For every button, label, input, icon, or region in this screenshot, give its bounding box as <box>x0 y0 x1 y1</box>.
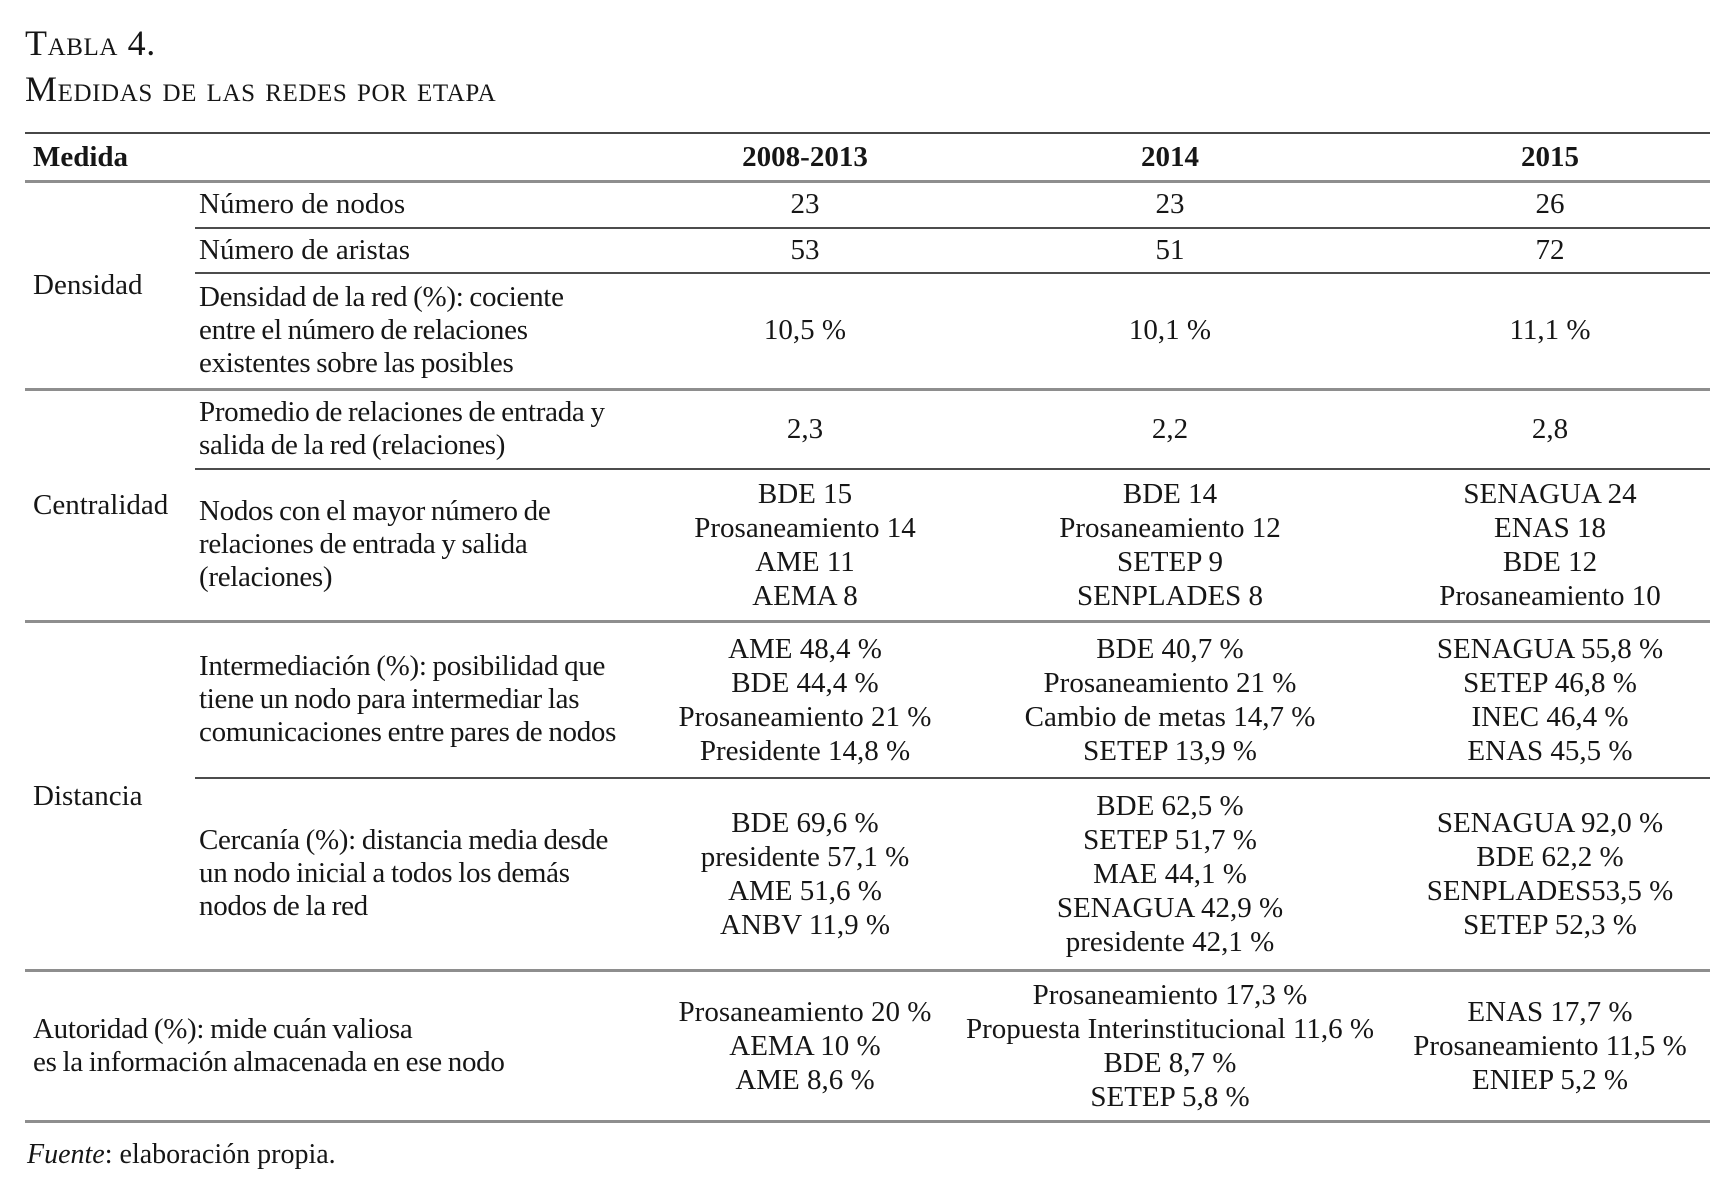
table-row-nodos-mayor-numero <box>25 469 1710 622</box>
table-title: Medidas de las redes por etapa <box>25 69 497 109</box>
cell-value: 2,3 <box>660 390 950 469</box>
cell-value-list: SENAGUA 55,8 % SETEP 46,8 % INEC 46,4 % ENAS 45,5 % <box>1390 622 1710 778</box>
header-row <box>25 133 1710 182</box>
group-label-centralidad: Centralidad <box>25 390 195 622</box>
source-label: Fuente <box>27 1139 105 1170</box>
col-header-2008-2013: 2008-2013 <box>660 133 950 182</box>
cell-value: 53 <box>660 228 950 273</box>
cell-value: 23 <box>1155 188 1185 221</box>
cell-value-list: BDE 62,5 % SETEP 51,7 % MAE 44,1 % SENAGUA 42,9 % presidente 42,1 % <box>950 778 1390 971</box>
cell-value: 72 <box>1390 228 1710 273</box>
cell-value-list: ENAS 17,7 % Prosaneamiento 11,5 % ENIEP 5,2 % <box>1390 971 1710 1122</box>
cell-value: 26 <box>1535 188 1565 221</box>
row-label: Promedio de relaciones de entrada y salida de la red (relaciones) <box>195 390 660 469</box>
group-label-densidad: Densidad <box>33 269 143 301</box>
cell-value: 10,1 % <box>950 273 1390 390</box>
table-row-autoridad <box>25 971 1710 1122</box>
table-row-intermediacion <box>25 622 1710 778</box>
cell-value-list: SENAGUA 24 ENAS 18 BDE 12 Prosaneamiento 10 <box>1390 469 1710 622</box>
cell-value-list: BDE 15 Prosaneamiento 14 AME 11 AEMA 8 <box>660 469 950 622</box>
col-header-medida: Medida <box>25 133 660 182</box>
row-label: Número de nodos <box>199 188 406 221</box>
row-label: Cercanía (%): distancia media desde un nodo inicial a todos los demás nodos de la red <box>195 778 660 971</box>
col-header-2014: 2014 <box>950 133 1390 182</box>
cell-value: 2,2 <box>950 390 1390 469</box>
cell-value: 51 <box>950 228 1390 273</box>
row-label: Nodos con el mayor número de relaciones de entrada y salida (relaciones) <box>195 469 660 622</box>
cell-value: 10,5 % <box>660 273 950 390</box>
cell-value: 2,8 <box>1390 390 1710 469</box>
table-number: Tabla 4. <box>25 23 156 63</box>
cell-value-list: SENAGUA 92,0 % BDE 62,2 % SENPLADES53,5 % SETEP 52,3 % <box>1390 778 1710 971</box>
group-label-distancia: Distancia <box>25 622 195 971</box>
measures-table <box>25 132 1710 1123</box>
cell-value-list: AME 48,4 % BDE 44,4 % Prosaneamiento 21 % Presidente 14,8 % <box>660 622 950 778</box>
table-row-numero-nodos <box>25 182 1710 228</box>
cell-value: 11,1 % <box>1390 273 1710 390</box>
cell-value-list: BDE 40,7 % Prosaneamiento 21 % Cambio de metas 14,7 % SETEP 13,9 % <box>950 622 1390 778</box>
col-header-2015: 2015 <box>1390 133 1710 182</box>
table-row-cercania <box>25 778 1710 971</box>
cell-value-list: BDE 69,6 % presidente 57,1 % AME 51,6 % ANBV 11,9 % <box>660 778 950 971</box>
row-label: Intermediación (%): posibilidad que tiene un nodo para intermediar las comunicaciones entre pares de nodos <box>195 622 660 778</box>
row-label: Número de aristas <box>195 228 660 273</box>
table-row-numero-aristas <box>25 228 1710 273</box>
table-caption <box>25 20 1710 112</box>
cell-value-list: BDE 14 Prosaneamiento 12 SETEP 9 SENPLADES 8 <box>950 469 1390 622</box>
source-note <box>25 1139 1710 1171</box>
row-label: Densidad de la red (%): cociente entre el número de relaciones existentes sobre las posibles <box>195 273 660 390</box>
table-row-promedio-relaciones <box>25 390 1710 469</box>
source-text: : elaboración propia. <box>104 1139 336 1170</box>
table-row-densidad-red <box>25 273 1710 390</box>
cell-value-list: Prosaneamiento 17,3 % Propuesta Interinstitucional 11,6 % BDE 8,7 % SETEP 5,8 % <box>950 971 1390 1122</box>
cell-value: 23 <box>790 188 820 221</box>
cell-value-list: Prosaneamiento 20 % AEMA 10 % AME 8,6 % <box>660 971 950 1122</box>
row-label-autoridad: Autoridad (%): mide cuán valiosa es la información almacenada en ese nodo <box>25 971 660 1122</box>
